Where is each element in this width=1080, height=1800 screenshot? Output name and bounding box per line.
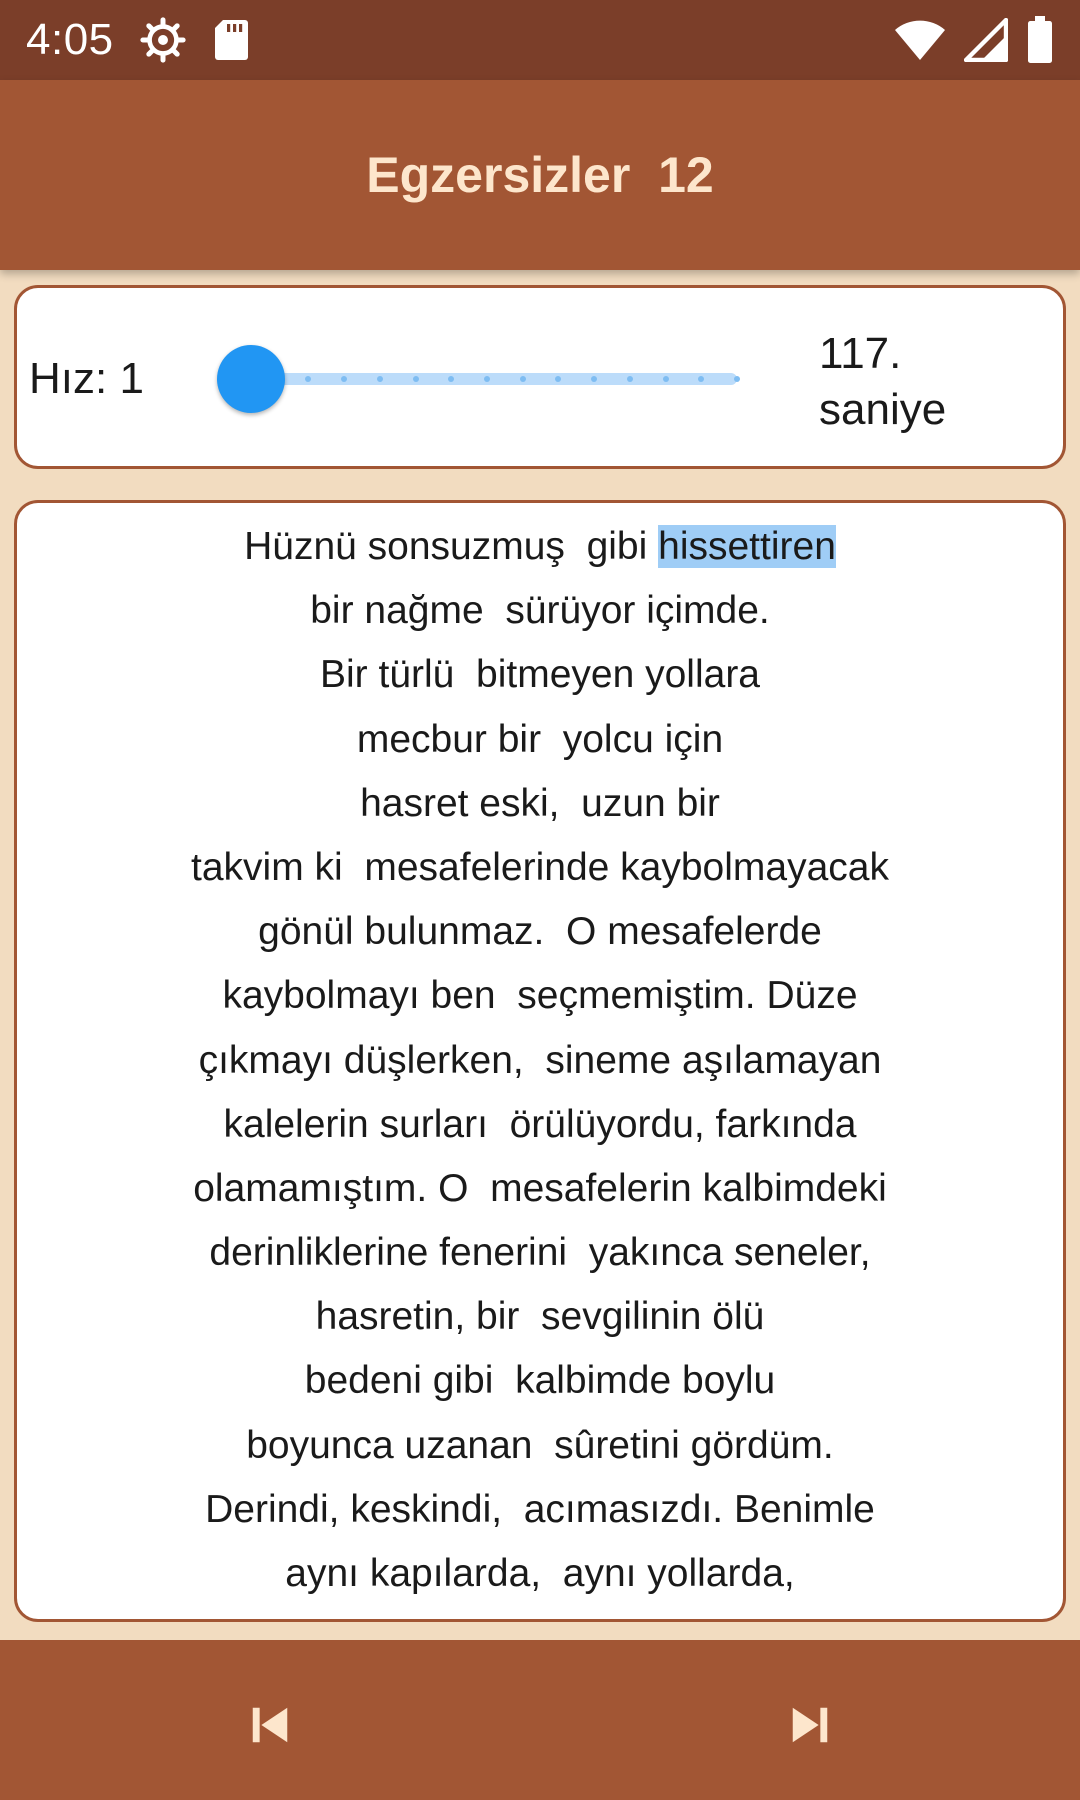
seconds-unit: saniye <box>819 385 947 434</box>
sd-card-icon <box>212 18 250 62</box>
status-bar <box>0 0 1080 80</box>
slider-tick <box>627 376 633 382</box>
skip-previous-icon <box>247 1702 293 1748</box>
slider-tick <box>413 376 419 382</box>
text-line: çıkmayı düşlerken, sineme aşılamayan <box>198 1038 882 1082</box>
text-line: gönül bulunmaz. O mesafelerde <box>258 910 822 954</box>
text-line: kaybolmayı ben seçmemiştim. Düze <box>222 974 858 1018</box>
seconds-value: 117. <box>819 329 902 378</box>
text-line: hasret eski, uzun bir <box>360 781 720 825</box>
text-line: mecbur bir yolcu için <box>356 717 724 761</box>
slider-tick <box>484 376 490 382</box>
reading-text-card[interactable] <box>14 500 1066 1622</box>
reading-text <box>17 515 1063 1606</box>
text-line: boyunca uzanan sûretini gördüm. <box>246 1423 834 1467</box>
signal-icon <box>964 18 1008 62</box>
page-title: Egzersizler 12 <box>366 147 714 203</box>
text-line: bir nağme sürüyor içimde. <box>310 589 770 633</box>
app-bar <box>0 80 1080 270</box>
slider-tick <box>520 376 526 382</box>
text-line: takvim ki mesafelerinde kaybolmayacak <box>191 845 889 889</box>
slider-tick <box>734 376 740 382</box>
seconds-display <box>819 326 1039 438</box>
speed-slider[interactable] <box>217 344 757 414</box>
bottom-nav-bar <box>0 1640 1080 1800</box>
text-line: derinliklerine fenerini yakınca seneler, <box>209 1231 871 1275</box>
highlighted-word: hissettiren <box>658 525 836 568</box>
speed-control-card <box>14 285 1066 469</box>
previous-button[interactable] <box>225 1680 315 1770</box>
status-time: 4:05 <box>26 15 114 64</box>
text-line: Derindi, keskindi, acımasızdı. Benimle <box>205 1487 875 1531</box>
next-button[interactable] <box>765 1680 855 1770</box>
text-line: olamamıştım. O mesafelerin kalbimdeki <box>193 1166 887 1210</box>
text-line: kalelerin surları örülüyordu, farkında <box>223 1102 857 1146</box>
wifi-icon <box>894 18 946 62</box>
text-line-first <box>17 515 1063 579</box>
slider-tick <box>377 376 383 382</box>
skip-next-icon <box>787 1702 833 1748</box>
text-line: aynı kapılarda, aynı yollarda, <box>285 1552 795 1595</box>
text-line: bedeni gibi kalbimde boylu <box>304 1359 776 1403</box>
speed-label: Hız: 1 <box>29 354 144 403</box>
battery-icon <box>1026 16 1054 64</box>
text-line: Bir türlü bitmeyen yollara <box>319 653 760 697</box>
text-line: hasretin, bir sevgilinin ölü <box>315 1295 765 1339</box>
slider-tick <box>663 376 669 382</box>
settings-gear-icon <box>140 17 186 63</box>
text-before-highlight: Hüznü sonsuzmuş gibi <box>244 525 659 568</box>
slider-thumb[interactable] <box>217 345 285 413</box>
